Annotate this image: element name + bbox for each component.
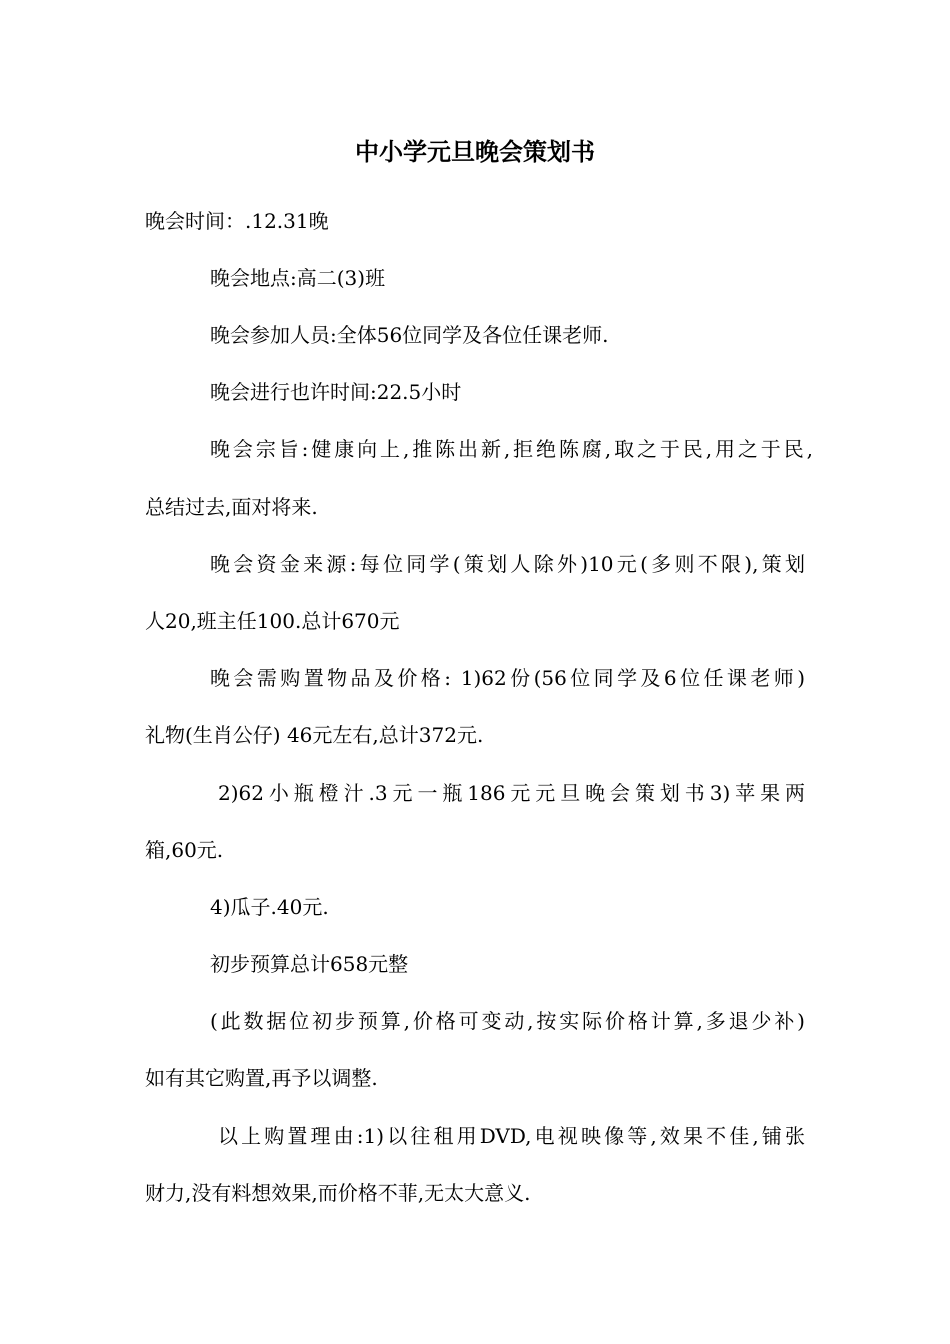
text-line-budget-note: (此数据位初步预算,价格可变动,按实际价格计算,多退少补) [210, 1009, 805, 1033]
text-line-reasons: 以上购置理由:1)以往租用DVD,电视映像等,效果不佳,铺张 [218, 1124, 805, 1148]
text-line-purchases-cont: 礼物(生肖公仔) 46元左右,总计372元. [145, 723, 484, 747]
text-line-participants: 晚会参加人员:全体56位同学及各位任课老师. [210, 323, 609, 347]
text-line-event-location: 晚会地点:高二(3)班 [210, 266, 386, 290]
text-line-funding: 晚会资金来源:每位同学(策划人除外)10元(多则不限),策划 [210, 552, 805, 576]
text-line-item-2: 2)62小瓶橙汁.3元一瓶186元元旦晚会策划书3)苹果两 [218, 781, 805, 805]
text-line-purpose: 晚会宗旨:健康向上,推陈出新,拒绝陈腐,取之于民,用之于民, [210, 437, 813, 461]
text-line-item-4: 4)瓜子.40元. [210, 895, 329, 919]
text-line-duration: 晚会进行也许时间:22.5小时 [210, 380, 462, 404]
text-line-purchases: 晚会需购置物品及价格: 1)62份(56位同学及6位任课老师) [210, 666, 805, 690]
text-line-funding-cont: 人20,班主任100.总计670元 [145, 609, 400, 633]
text-line-reasons-cont: 财力,没有料想效果,而价格不菲,无太大意义. [145, 1181, 531, 1205]
text-line-purpose-cont: 总结过去,面对将来. [145, 495, 318, 519]
text-line-budget-total: 初步预算总计658元整 [210, 952, 409, 976]
document-title: 中小学元旦晚会策划书 [355, 137, 595, 166]
text-line-event-time: 晚会时间：.12.31晚 [145, 209, 329, 233]
text-line-item-2-cont: 箱,60元. [145, 838, 224, 862]
text-line-adjustment: 如有其它购置,再予以调整. [145, 1066, 378, 1090]
